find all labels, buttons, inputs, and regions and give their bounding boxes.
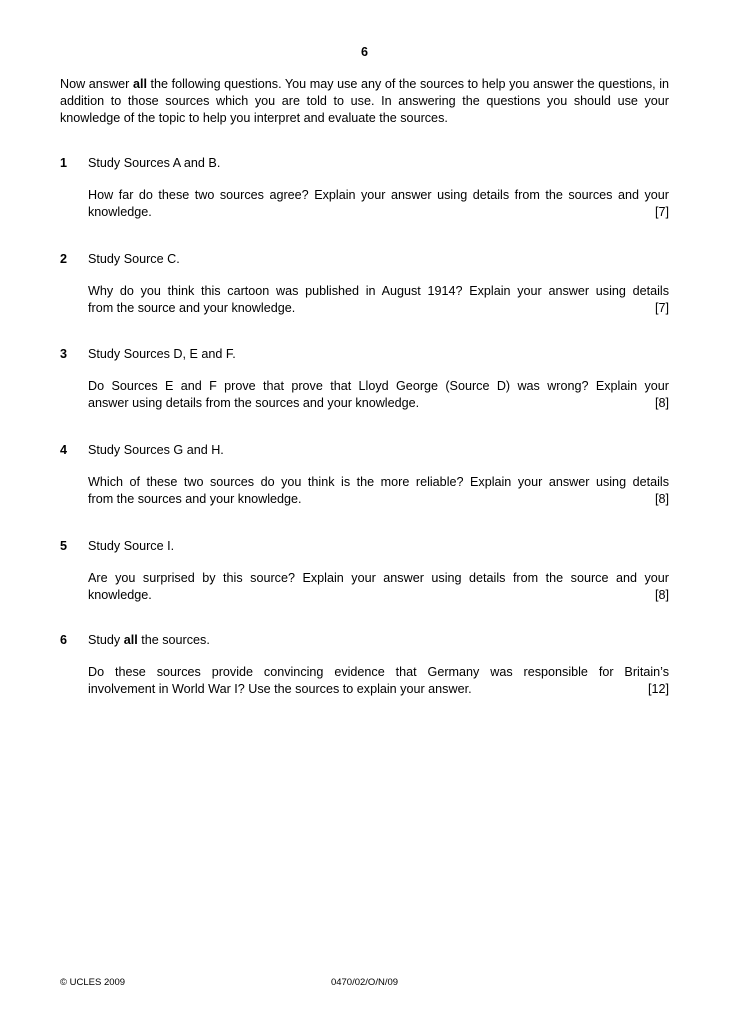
question-body xyxy=(88,474,669,508)
question-heading-text-1: Study xyxy=(88,633,124,647)
question-marks: [8] xyxy=(654,588,669,602)
question-body xyxy=(88,283,669,317)
question-line-1: How far do these two sources agree? Explain your answer using details from the sources and your xyxy=(88,188,669,202)
question-line-1: Are you surprised by this source? Explain your answer using details from the source and your xyxy=(88,571,669,585)
question-marks: [7] xyxy=(654,301,669,315)
question-line-2: from the sources and your knowledge. xyxy=(88,492,302,506)
question-line-2: answer using details from the sources and your knowledge. xyxy=(88,396,420,410)
question-body xyxy=(88,570,669,604)
instructions-bold-all: all xyxy=(132,77,147,91)
question-number: 6 xyxy=(60,633,68,647)
question-body xyxy=(88,378,669,412)
question-number: 1 xyxy=(60,156,68,170)
question-number: 2 xyxy=(60,252,68,266)
question-marks: [8] xyxy=(654,492,669,506)
question-heading: Study Sources A and B. xyxy=(88,156,221,170)
footer-copyright: © UCLES 2009 xyxy=(60,977,126,988)
question-heading: Study Source C. xyxy=(88,252,180,266)
question-heading-text-2: the sources. xyxy=(137,633,210,647)
question-line-1: Why do you think this cartoon was published in August 1914? Explain your answer using details xyxy=(88,284,669,298)
question-line-2: knowledge. xyxy=(88,205,152,219)
question-line-1: Do these sources provide convincing evidence that Germany was responsible for Britain’s xyxy=(88,665,669,679)
question-number: 5 xyxy=(60,539,68,553)
question-marks: [12] xyxy=(647,682,669,696)
question-heading-bold-all: all xyxy=(123,633,138,647)
instructions-text-1: Now answer xyxy=(60,77,133,91)
question-heading: Study Sources G and H. xyxy=(88,443,224,457)
question-line-2: from the source and your knowledge. xyxy=(88,301,296,315)
question-line-1: Which of these two sources do you think is the more reliable? Explain your answer using details xyxy=(88,475,669,489)
question-number: 4 xyxy=(60,443,68,457)
page-number: 6 xyxy=(360,45,368,59)
question-body xyxy=(88,187,669,221)
question-line-2: knowledge. xyxy=(88,588,152,602)
question-heading: Study Source I. xyxy=(88,539,175,553)
question-heading: Study Sources D, E and F. xyxy=(88,347,236,361)
question-heading xyxy=(88,632,210,649)
question-marks: [7] xyxy=(654,205,669,219)
question-line-1: Do Sources E and F prove that prove that Lloyd George (Source D) was wrong? Explain your xyxy=(88,379,669,393)
question-marks: [8] xyxy=(654,396,669,410)
instructions-text-2: the following questions. You may use any of the sources to help you answer the questions, in addition to those sources which you are told to use. In answering the questions you should use your knowledge of the topic to help you interpret and evaluate the sources. xyxy=(60,77,669,125)
question-body xyxy=(88,664,669,698)
instructions-paragraph xyxy=(60,76,669,127)
footer-paper-code: 0470/02/O/N/09 xyxy=(330,977,399,988)
question-number: 3 xyxy=(60,347,68,361)
question-line-2: involvement in World War I? Use the sources to explain your answer. xyxy=(88,682,472,696)
